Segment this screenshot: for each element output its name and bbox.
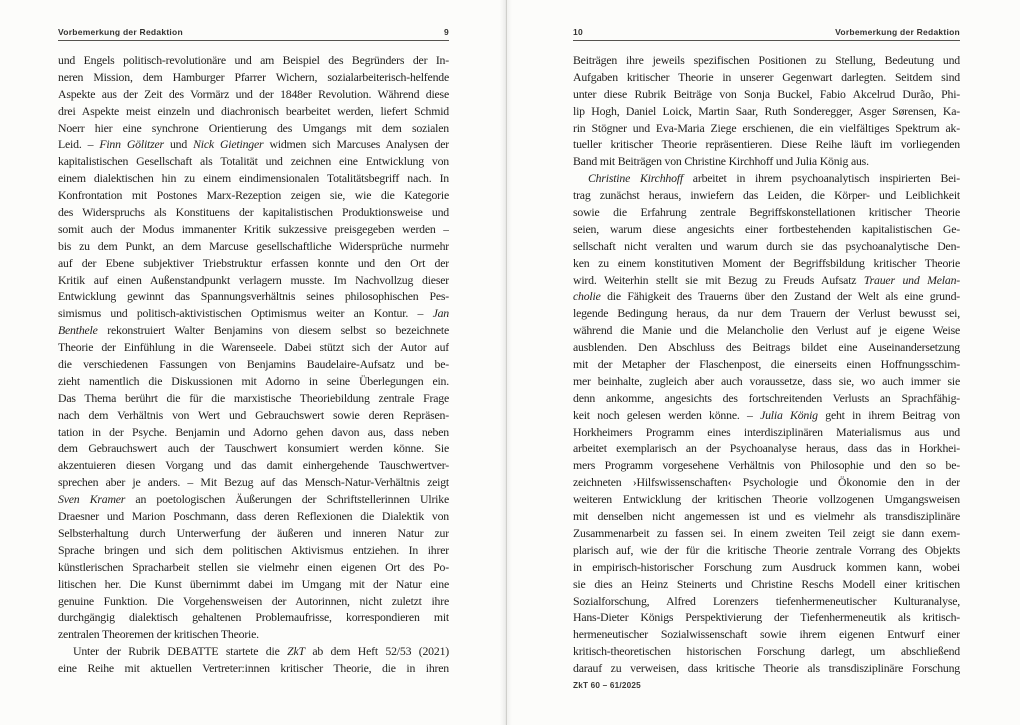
text-line: ausblenden. Den Abschluss des Beitrags bildet eine Auseinandersetzung: [573, 340, 960, 355]
text-line: weiteren Entwicklung der kritischen Theorie vollzogenen Umgangsweisen: [573, 492, 960, 507]
text-line: Sozialforschung, Alfred Lorenzers tiefenhermeneutischer Kulturanalyse,: [573, 593, 960, 608]
journal-issue-footer: ZkT 60 – 61/2025: [573, 681, 641, 690]
text-line: rin Stögner und Eva-Maria Ziege erschienen, die ein vielfältiges Spektrum ak-: [573, 120, 960, 135]
text-line: mit der Metapher der Flaschenpost, die einerseits einen Hoffnungsschim-: [573, 357, 960, 372]
text-line: mers Programm vorgesehene Verhältnis von Philosophie und den so be-: [573, 458, 960, 473]
text-line: drei Aspekte meist einzeln und diachronisch bearbeitet werden, liefert Schmid: [58, 103, 449, 118]
text-line: Leid. – Finn Gölitzer und Nick Gietinger widmen sich Marcuses Analysen der: [58, 137, 449, 152]
text-line: Draesner und Marion Poschmann, dass deren Reflexionen die Dialektik von: [58, 509, 449, 524]
text-line: darauf zu verweisen, dass kritische Theorie als transdisziplinäre Forschung: [573, 661, 960, 676]
page-right-column: [573, 0, 960, 725]
text-line: Entwicklung gewinnt das Spannungsverhältnis seines philosophischen Pes-: [58, 289, 449, 304]
text-line: eine Reihe mit aktuellen Vertreter:innen kritischer Theorie, die in ihren: [58, 661, 449, 676]
text-line: nach dem Verhältnis von Wert und Gebrauchswert sowie deren Repräsen-: [58, 407, 449, 422]
text-line: sprechen aber je anders. – Mit Bezug auf das Mensch-Natur-Verhältnis zeigt: [58, 475, 449, 490]
text-line: des Widerspruchs als Konstituens der kapitalistischen Produktionsweise und: [58, 205, 449, 220]
text-line: Sven Kramer an poetologischen Äußerungen der Schriftstellerinnen Ulrike: [58, 492, 449, 507]
text-line: litischen her. Die Kunst übernimmt dabei im Umgang mit der Natur eine: [58, 576, 449, 591]
text-line: Aufgaben kritischer Theorie in unserer Gegenwart darlegten. Seitdem sind: [573, 69, 960, 84]
text-line: mit denselben nicht angemessen ist und es vielmehr als transdisziplinäre: [573, 509, 960, 524]
page-number: 10: [573, 27, 583, 37]
text-line: Hans-Dieter Königs Perspektivierung der Tiefenhermeneutik als kritisch-: [573, 610, 960, 625]
text-line: zentralen Theoremen der kritischen Theorie.: [58, 627, 259, 642]
text-line: Zusammenarbeit zu fassen sei. In einem zweiten Teil zeigt sie dann exem-: [573, 525, 960, 540]
text-line: Kritik auf einen Außenstandpunkt verlagern musste. Im Nachvollzug dieser: [58, 272, 449, 287]
text-line: arbeitet exemplarisch an der Psychoanalyse heraus, dass das in Horkhei-: [573, 441, 960, 456]
page-header: [58, 19, 449, 41]
text-line: mer beinhalte, zugleich aber auch voraussetze, dass sie, wo auch immer sie: [573, 373, 960, 388]
text-line: Sprache bringen und sich dem politischen Aktivismus entziehen. In ihrer: [58, 542, 449, 557]
text-line: Selbsterhaltung durch Unterwerfung der äußeren und inneren Natur zur: [58, 525, 449, 540]
text-line: sowie die Erfahrung zentrale Begriffskonstellationen kritischer Theorie: [573, 205, 960, 220]
text-line: Unter der Rubrik DEBATTE startete die ZkT ab dem Heft 52/53 (2021): [73, 644, 449, 659]
text-line: Konfrontation mit Postones Marx-Rezeption zeigen sie, wie die Kategorie: [58, 188, 449, 203]
text-line: Beiträgen ihre jeweils spezifischen Positionen zu Stellung, Bedeutung und: [573, 53, 960, 67]
text-line: dem Gebrauchswert auch der Tauschwert konsumiert werden könne. Sie: [58, 441, 449, 456]
text-line: Theorie der Einfühlung in die Warenseele. Dabei stützt sich der Autor auf: [58, 340, 449, 355]
text-line: und Engels politisch-revolutionäre und am Beispiel des Begründers der In-: [58, 53, 449, 67]
text-line: seien, warum diese angesichts einer fortbestehenden kapitalistischen Ge-: [573, 221, 960, 236]
text-line: keit noch gelesen werden könne. – Julia König geht in ihrem Beitrag von: [573, 407, 960, 422]
text-line: die verschiedenen Fassungen von Benjamins Baudelaire-Aufsatz und be-: [58, 357, 449, 372]
text-line: in empirisch-historischer Forschung zum Ausdruck kommen kann, wobei: [573, 559, 960, 574]
text-line: akzentuieren diesen Vorgang und das damit einhergehende Tauschwertver-: [58, 458, 449, 473]
text-line: lip Hogh, Daniel Loick, Martin Saar, Ruth Sonderegger, Asger Sørensen, Ka-: [573, 103, 960, 118]
text-line: somit auch der Modus immanenter Kritik sukzessive preisgegeben werden –: [58, 221, 449, 236]
text-line: Das Thema berührt die für die marxistische Theoriebildung zentrale Frage: [58, 390, 449, 405]
page-header: [573, 19, 960, 41]
page-number: 9: [444, 27, 449, 37]
page-body-text: [573, 52, 960, 677]
text-line: sellschaft nicht veralten und warum durch sie das psychoanalytische Den-: [573, 238, 960, 253]
text-line: durchgängig dialektisch gehaltenen Problemaufrisse, korrespondieren mit: [58, 610, 449, 625]
text-line: tation in der Psyche. Benjamin und Adorno gehen davon aus, dass neben: [58, 424, 449, 439]
text-line: neren Mission, dem Hamburger Pfarrer Wichern, sozialarbeiterisch-helfende: [58, 69, 449, 84]
text-line: Band mit Beiträgen von Christine Kirchhoff und Julia König aus.: [573, 154, 869, 169]
text-line: zieht namentlich die Diskussionen mit Adorno in seine Überlegungen ein.: [58, 373, 449, 388]
text-line: wird. Weiterhin stellt sie mit Bezug zu Freuds Aufsatz Trauer und Melan-: [573, 272, 960, 287]
page-left-column: [58, 0, 449, 725]
text-line: denn ankomme, angesichts des fortschreitenden Verlusts an Sprachfähig-: [573, 390, 960, 405]
text-line: kapitalistischen Gesellschaft als Totalität und zeichnen eine Entwicklung von: [58, 154, 449, 169]
text-line: hermeneutischer Sozialwissenschaft sowie ihrem eigenen Entwurf einer: [573, 627, 960, 642]
text-line: unter diese Rubrik Beiträge von Sonja Buckel, Fabio Akcelrud Durão, Phi-: [573, 86, 960, 101]
text-line: sie dies an Heinz Steinerts und Christine Reschs Modell einer kritischen: [573, 576, 960, 591]
running-title: Vorbemerkung der Redaktion: [58, 27, 183, 37]
text-line: plarisch auf, wie der für die kritische Theorie zentrale Vorrang des Objekts: [573, 542, 960, 557]
text-line: ken zu einem konstitutiven Moment der Begriffsbildung kritischer Theorie: [573, 255, 960, 270]
text-line: tueller kritischer Theorie repräsentieren. Diese Reihe läuft im vorliegenden: [573, 137, 960, 152]
text-line: genuine Funktion. Die Vorgehensweisen der Autorinnen, nicht zuletzt ihre: [58, 593, 449, 608]
text-line: bis zu dem Punkt, an dem Marcuse gesellschaftliche Widersprüche nurmehr: [58, 238, 449, 253]
page-body-text: [58, 52, 449, 677]
text-line: während die Manie und die Melancholie den Verlust auf je eigene Weise: [573, 323, 960, 338]
text-line: auf der Ebene subjektiver Triebstruktur erfassen konnte und den Ort der: [58, 255, 449, 270]
text-line: Benthele rekonstruiert Walter Benjamins von diesem selbst so bezeichnete: [58, 323, 449, 338]
page-right: [510, 0, 1020, 725]
text-line: zeichneten ›Hilfswissenschaften‹ Psychologie und Ökonomie den in der: [573, 475, 960, 490]
text-line: einem dialektischen hin zu einem eindimensionalen Totalitätsbegriff nach. In: [58, 171, 449, 186]
text-line: legende Bedingung heraus, da nur dem Trauern der Verlust bewusst sei,: [573, 306, 960, 321]
text-line: Christine Kirchhoff arbeitet in ihrem psychoanalytisch inspirierten Bei-: [588, 171, 960, 186]
text-line: simismus und politisch-aktivistischen Optimismus weiter an Kontur. – Jan: [58, 306, 449, 321]
text-line: trag zunächst heraus, inwiefern das Leiden, die Körper- und Leiblichkeit: [573, 188, 960, 203]
running-title: Vorbemerkung der Redaktion: [835, 27, 960, 37]
text-line: Noerr hier eine synchrone Orientierung des Umgangs mit dem sozialen: [58, 120, 449, 135]
text-line: cholie die Fähigkeit des Trauerns über den Zustand der Welt als eine grund-: [573, 289, 960, 304]
text-line: künstlerischen Spracharbeit stellen sie vielmehr einen eigenen Ort des Po-: [58, 559, 449, 574]
text-line: Horkheimers Programm eines interdisziplinären Materialismus aus und: [573, 424, 960, 439]
text-line: Aspekte aus der Zeit des Vormärz und der 1848er Revolution. Während diese: [58, 86, 449, 101]
text-line: kritisch-theoretischen historischen Forschung darlegt, um abschließend: [573, 644, 960, 659]
